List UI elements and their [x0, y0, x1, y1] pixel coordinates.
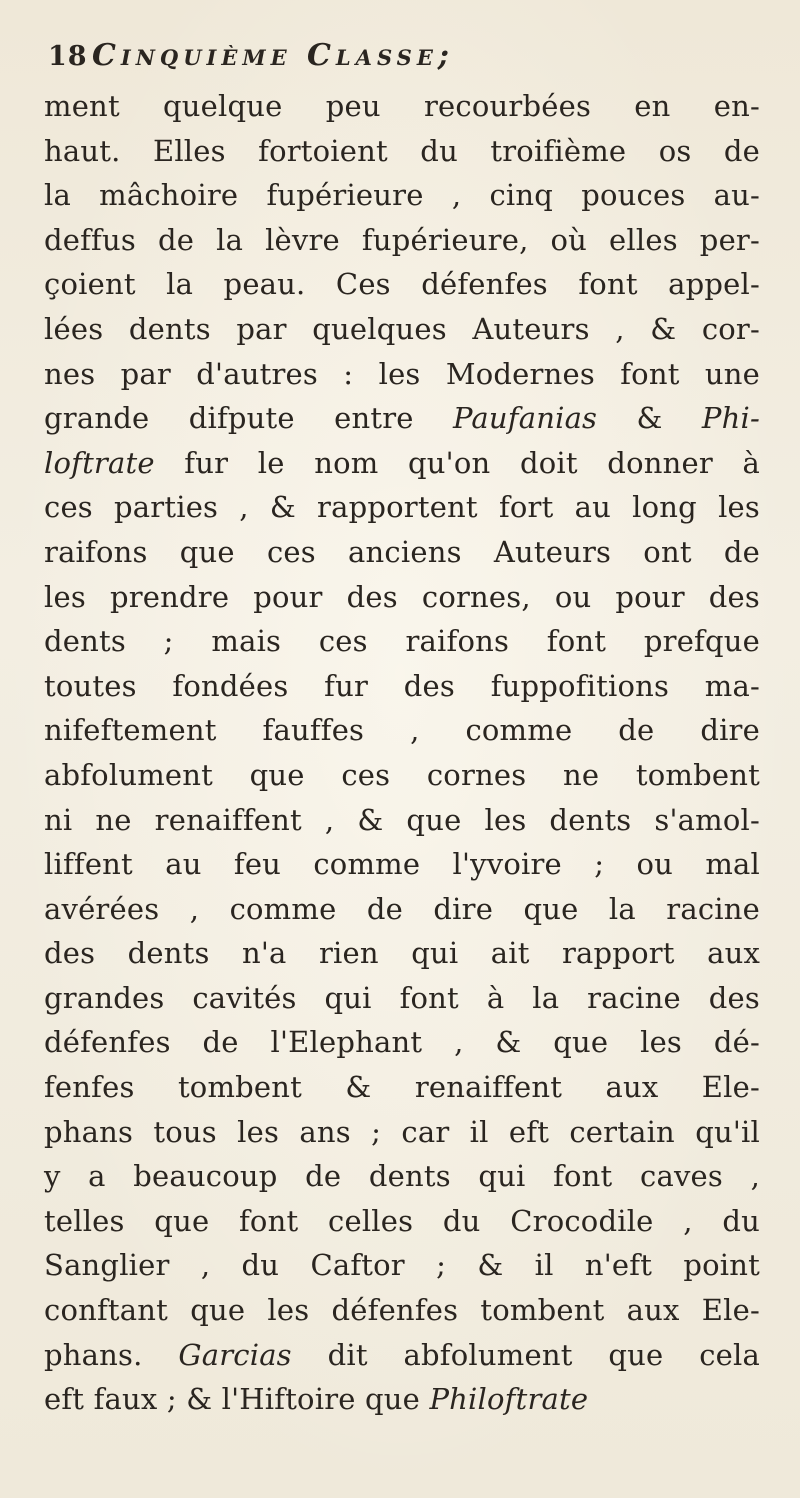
text-line: la mâchoire fupérieure , cinq pouces au-	[44, 178, 760, 213]
text-line: telles que font celles du Crocodile , du	[44, 1203, 760, 1238]
text-line: raifons que ces anciens Auteurs ont de	[44, 534, 760, 569]
text-line: Sanglier , du Caftor ; & il n'eft point	[44, 1248, 760, 1283]
text-line: lées dents par quelques Auteurs , & cor-	[44, 311, 760, 346]
text-line: des dents n'a rien qui ait rapport aux	[44, 936, 760, 971]
text-line: liffent au feu comme l'yvoire ; ou mal	[44, 847, 760, 882]
text-line: deffus de la lèvre fupérieure, où elles per-	[44, 222, 760, 257]
text-line: grandes cavités qui font à la racine des	[44, 980, 760, 1015]
page-header	[48, 38, 760, 84]
text-line: ni ne renaiffent , & que les dents s'amol-	[44, 802, 760, 837]
text-line: les prendre pour des cornes, ou pour des	[44, 579, 760, 614]
text-line: nifeftement fauffes , comme de dire	[44, 713, 760, 748]
running-head: Cinquième Classe;	[92, 38, 454, 73]
text-line: phans tous les ans ; car il eft certain qu'il	[44, 1114, 760, 1149]
text-line: ces parties , & rapportent fort au long les	[44, 490, 760, 525]
text-line: y a beaucoup de dents qui font caves ,	[44, 1159, 760, 1194]
text-line: toutes fondées fur des fuppofitions ma-	[44, 668, 760, 703]
text-line: fenfes tombent & renaiffent aux Ele-	[44, 1070, 760, 1105]
text-line: nes par d'autres : les Modernes font une	[44, 356, 760, 391]
text-line: conftant que les défenfes tombent aux Ele-	[44, 1293, 760, 1328]
text-line: çoient la peau. Ces défenfes font appel-	[44, 267, 760, 302]
body-text	[44, 84, 760, 1422]
text-line: défenfes de l'Elephant , & que les dé-	[44, 1025, 760, 1060]
text-line: haut. Elles fortoient du troifième os de	[44, 133, 760, 168]
text-line: abfolument que ces cornes ne tombent	[44, 757, 760, 792]
page-number: 18	[48, 41, 88, 72]
text-line: dents ; mais ces raifons font prefque	[44, 624, 760, 659]
text-line: loftrate fur le nom qu'on doit donner à	[44, 445, 760, 480]
text-line: ment quelque peu recourbées en en-	[44, 89, 760, 123]
text-line: eft faux ; & l'Hiftoire que Philoftrate	[44, 1382, 589, 1417]
text-line: phans. Garcias dit abfolument que cela	[44, 1337, 760, 1372]
text-line: avérées , comme de dire que la racine	[44, 891, 760, 926]
text-line: grande difpute entre Paufanias & Phi-	[44, 401, 760, 436]
